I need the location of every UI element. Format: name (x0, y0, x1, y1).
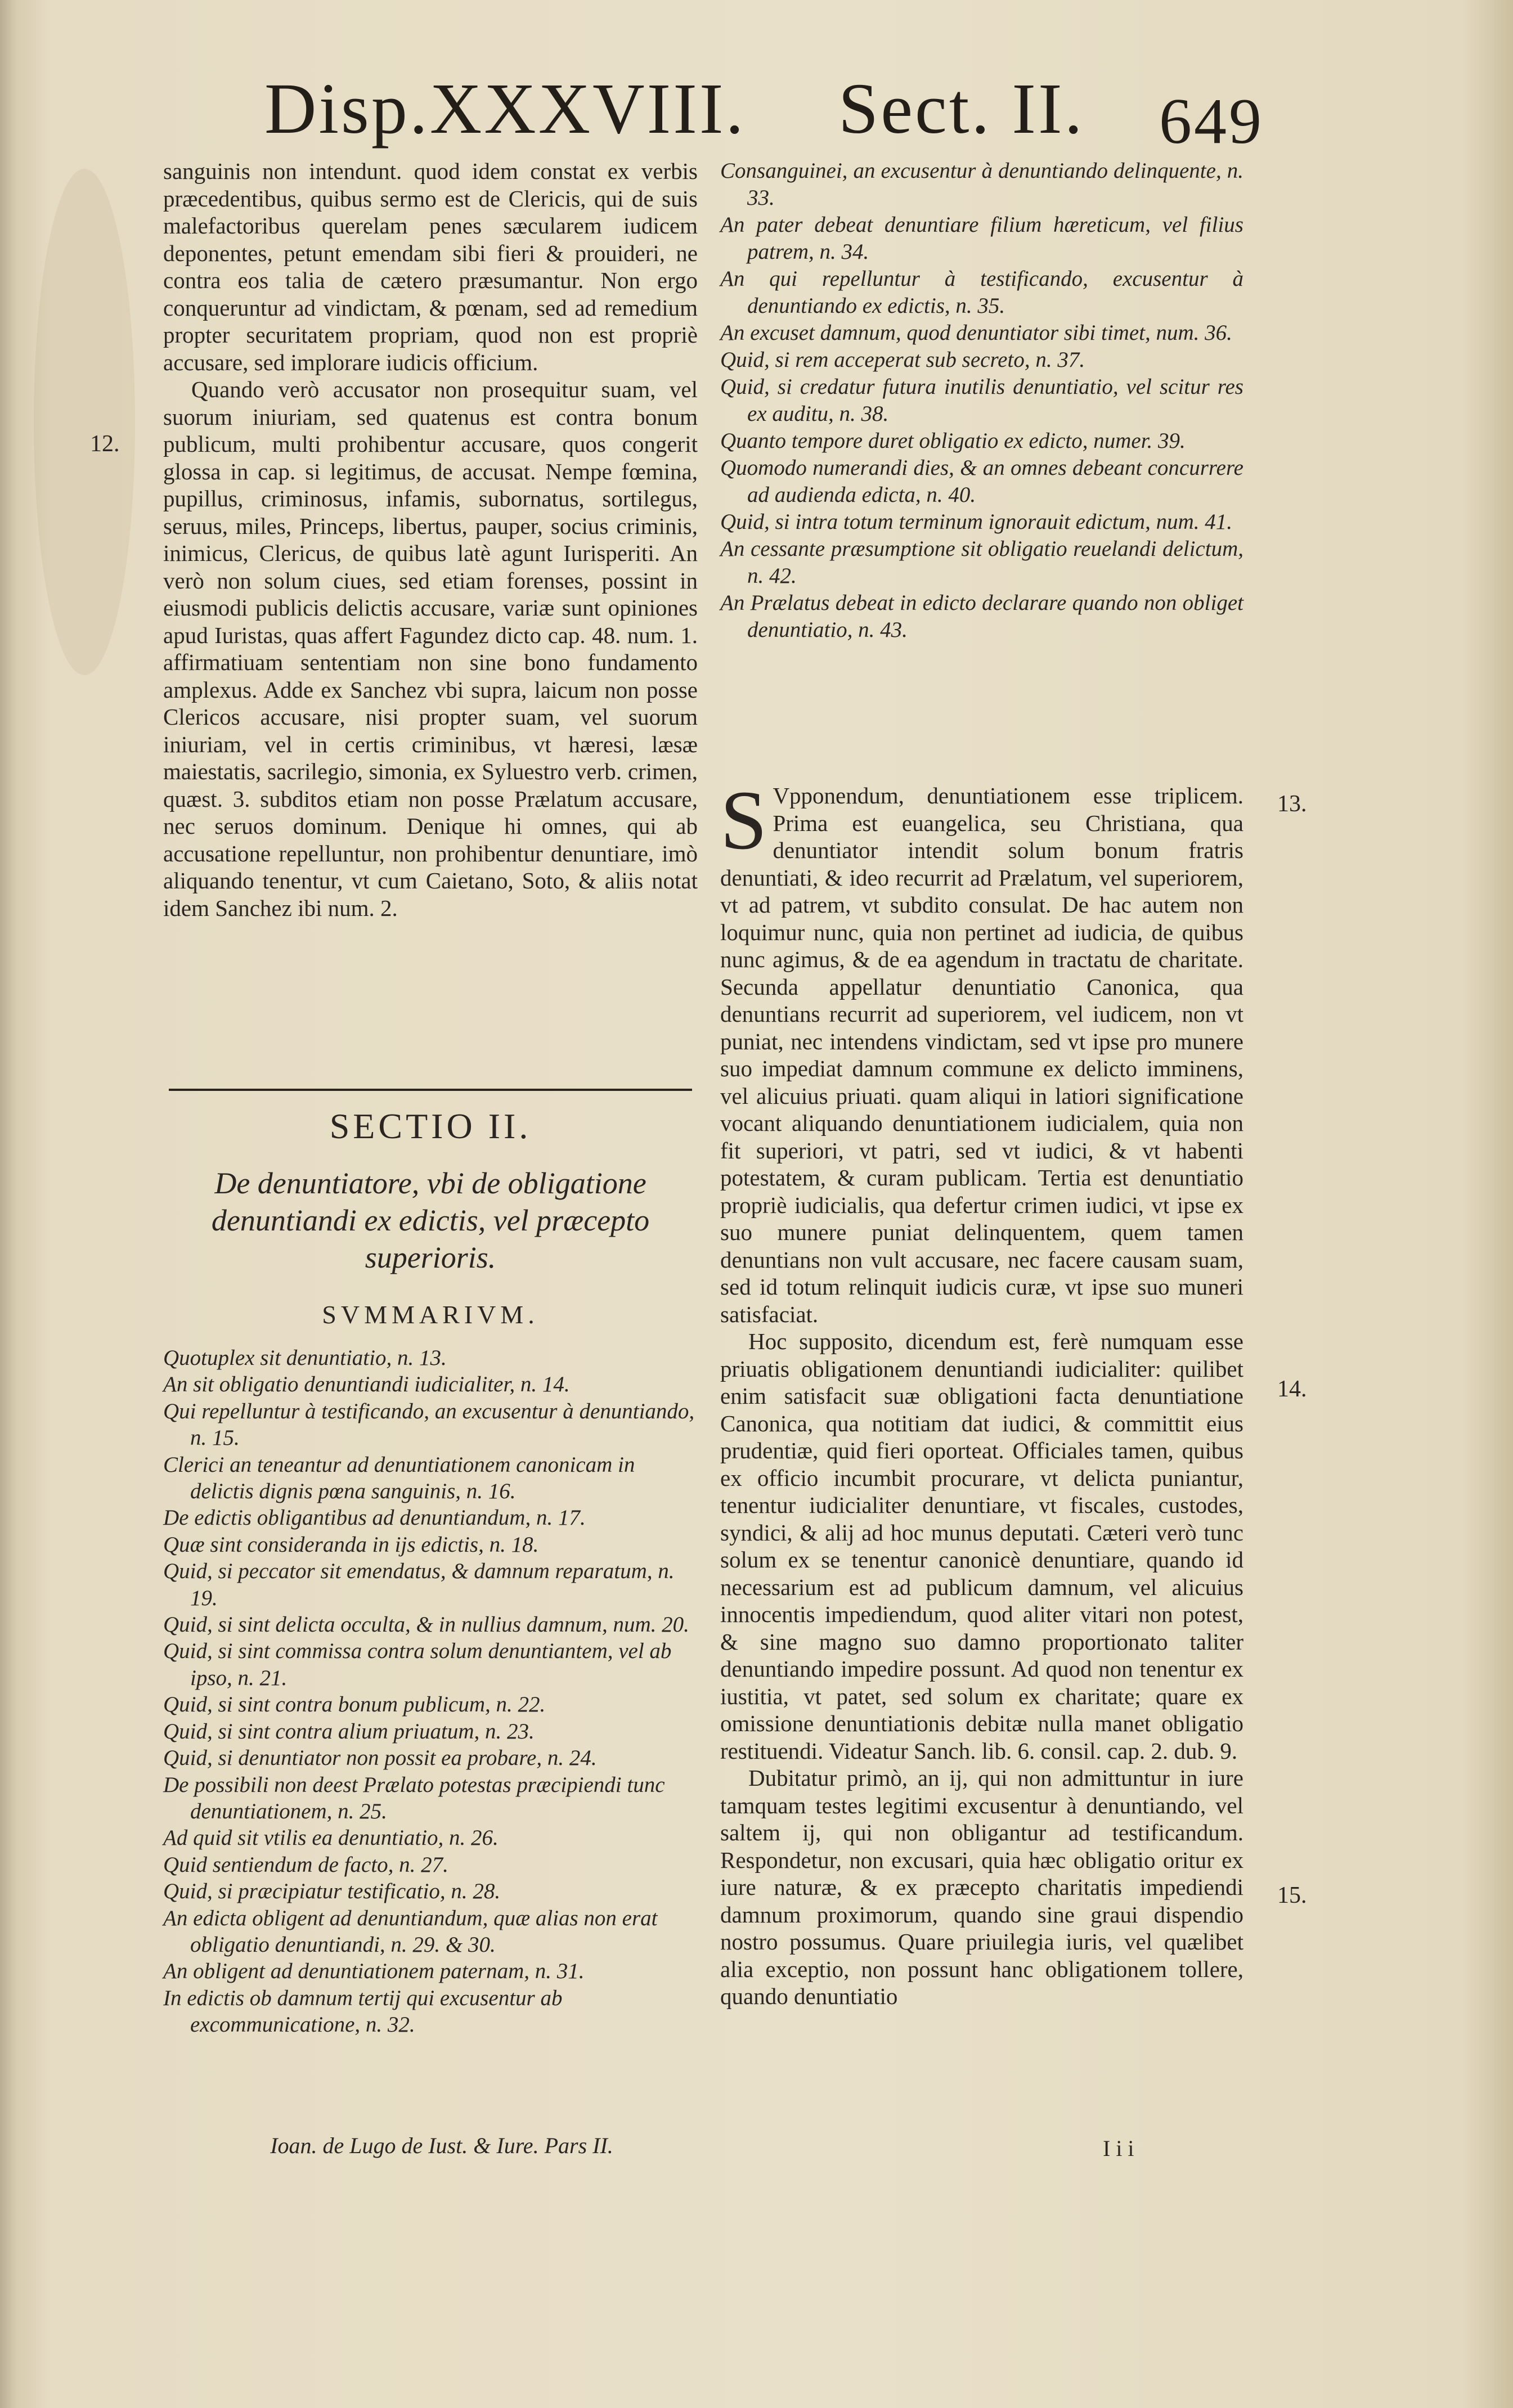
paragraph: Dubitatur primò, an ij, qui non admittuntur in iure tamquam testes legitimi excusentur à denuntiando, vel saltem ij, qui non obligantur ad testificandum. Respondetur, non excusari, quia hæc obligatio oritur ex iure naturæ, & ex præcepto charitatis impediendi damnum proximorum, quando sine graui dispendio nostro possumus. Quare priuilegia iuris, vel quælibet alia exceptio, non possunt hanc obligationem tollere, quando denuntiatio (720, 1765, 1243, 2009)
summary-entry: Quid, si præcipiatur testificatio, n. 28. (163, 1879, 501, 1904)
summary-entry: An pater debeat denuntiare filium hæreticum, vel filius patrem, n. 34. (720, 213, 1243, 264)
signature-mark: I i i (1103, 2136, 1134, 2161)
drop-cap: S (720, 774, 767, 867)
summary-entry: De edictis obligantibus ad denuntiandum, n. 17. (163, 1506, 586, 1530)
summary-entry: Qui repelluntur à testificando, an excusentur à denuntiando, n. 15. (163, 1399, 695, 1450)
right-column-text (720, 774, 1243, 2010)
summary-entry: Quid, si rem acceperat sub secreto, n. 37. (720, 348, 1085, 372)
summary-entry: De possibili non deest Prælato potestas præcipiendi tunc denuntiationem, n. 25. (163, 1772, 665, 1823)
summary-entry: Quid, si peccator sit emendatus, & damnum reparatum, n. 19. (163, 1559, 675, 1610)
paragraph: Hoc supposito, dicendum est, ferè numquam esse priuatis obligationem denuntiandi iudicialiter: quilibet enim satisfacit suæ obligationi facta denuntiatione Canonica, qua notitiam dat iudici, & committit eius prudentiæ, quid fieri oporteat. Officiales tamen, quibus ex officio incumbit procurare, vt delicta puniantur, tenentur iudicialiter denuntiare, vt fiscales, custodes, syndici, & alij ad hoc munus deputati. Cæteri verò tunc solum ex se tenentur canonicè denuntiare, quando id necessarium est ad publicum damnum, vel alicuius innocentis impediendum, quod aliter vitari non potest, & sine magno suo damno proportionato taliter denuntiando impedire possunt. Ad quod non tenentur ex iustitia, vt patet, sed solum ex charitate; quare ex omissione denuntiationis debitæ nulla manet obligatio restituendi. Videatur Sanch. lib. 6. consil. cap. 2. dub. 9. (720, 1328, 1243, 1764)
summary-entry: An obligent ad denuntiationem paternam, n. 31. (163, 1959, 585, 1984)
summary-entry: Quid, si sint contra bonum publicum, n. 22. (163, 1692, 546, 1717)
summary-entry: Quid, si credatur futura inutilis denuntiatio, vel scitur res ex auditu, n. 38. (720, 375, 1243, 426)
paragraph: Quando verò accusator non prosequitur suam, vel suorum iniuriam, sed quatenus est contra bonum publicum, multi prohibentur accusare, quos congerit glossa in cap. si legitimus, de accusat. Nempe fœmina, pupillus, criminosus, infamis, subornatus, sortilegus, seruus, miles, Princeps, libertus, pauper, socius criminis, inimicus, Clericus, de quibus latè agunt Iurisperiti. An verò non solum ciues, sed etiam forenses, possint in eiusmodi publicis delictis accusare, variæ sunt opiniones apud Iuristas, quas affert Fagundez dicto cap. 48. num. 1. affirmatiuam sententiam non sine bono fundamento amplexus. Adde ex Sanchez vbi supra, laicum non posse Clericos accusare, nisi propter suam, vel suorum iniuriam, vel in certis criminibus, vt hæresi, læsæ maiestatis, sacrilegio, simonia, ex Syluestro verb. crimen, quæst. 3. subditos etiam non posse Prælatum accusare, nec seruos dominum. Denique hi omnes, qui ab accusatione repelluntur, non prohibentur denuntiare, imò aliquando tenentur, vt cum Caietano, Soto, & aliis notat idem Sanchez ibi num. 2. (163, 376, 698, 921)
summary-heading: SVMMARIVM. (322, 1300, 539, 1329)
summary-entry: An cessante præsumptione sit obligatio reuelandi delictum, n. 42. (720, 537, 1243, 588)
section-divider (169, 1089, 692, 1091)
section-subtitle: De denuntiatore, vbi de obligatione denuntiandi ex edictis, vel præcepto superioris. (211, 1166, 650, 1274)
summary-entry: An sit obligatio denuntiandi iudicialiter, n. 14. (163, 1372, 570, 1397)
summary-continuation (720, 158, 1243, 644)
summary-entry: Quotuplex sit denuntiatio, n. 13. (163, 1346, 447, 1370)
summary-entry: Quid, si sint delicta occulta, & in nullius damnum, num. 20. (163, 1612, 689, 1637)
running-head-section: Sect. II. (838, 69, 1085, 149)
summary-entry: Quid sentiendum de facto, n. 27. (163, 1852, 448, 1877)
summary-entry: Quanto tempore duret obligatio ex edicto, numer. 39. (720, 429, 1186, 453)
summary-entry: Ad quid sit vtilis ea denuntiatio, n. 26. (163, 1826, 499, 1850)
left-column-text (163, 158, 698, 922)
paragraph: sanguinis non intendunt. quod idem constat ex verbis præcedentibus, quibus sermo est de Clericis, qui de suis malefactoribus querelam penes sæcularem iudicem deponentes, petunt emendam sibi fieri & prouideri, ne contra eos talia de cætero præsumantur. Non ergo conqueruntur ad vindictam, & pœnam, sed ad remedium propter securitatem propriam, quod non est propriè accusare, sed implorare iudicis officium. (163, 158, 698, 375)
paper-stain (34, 169, 135, 675)
summary-entry: Quid, si sint commissa contra solum denuntiantem, vel ab ipso, n. 21. (163, 1639, 672, 1690)
summary-entry: Clerici an teneantur ad denuntiationem canonicam in delictis dignis pœna sanguinis, n. 16. (163, 1452, 635, 1504)
running-head-disputation: Disp.XXXVIII. (264, 69, 746, 149)
summary-entry: Quæ sint consideranda in ijs edictis, n. 18. (163, 1532, 539, 1557)
paragraph-text: Vpponendum, denuntiationem esse triplicem. Prima est euangelica, seu Christiana, qua denuntiator intendit solum bonum fratris denuntiati, & ideo recurrit ad Prælatum, vel superiorem, vt ad patrem, vt subdito consulat. De hac autem non loquimur nunc, quia non pertinet ad iudicia, de quibus nunc agimus, & de ea agendum in tractatu de charitate. Secunda appellatur denuntiatio Canonica, qua denuntians recurrit ad superiorem, vel iudicem, non vt puniat, nec intendens vindictam, sed vt ipse pro munere suo impediat damnum commune ex delicto imminens, vel alicuius priuati. quam aliqui in latiori significatione vocant aliquando denuntiationem iudicialem, quia non fit superiori, vt patri, sed vt iudici, & vt habenti potestatem, & curam publicam. Tertia est denuntiatio propriè iudicialis, qua defertur crimen iudici, vt ipse ex suo munere puniat delinquentem, quem tamen denuntians non vult accusare, nec facere causam suam, sed id totum relinquit iudicis curæ, vt ipse suo muneri satisfaciat. (720, 783, 1243, 1327)
margin-number: 12. (90, 431, 120, 457)
summary-entry: In edictis ob damnum tertij qui excusentur ab excommunicatione, n. 32. (163, 1985, 563, 2037)
summary-entry: Quid, si denuntiator non possit ea probare, n. 24. (163, 1746, 597, 1771)
page-number: 649 (1159, 86, 1264, 158)
summary-entry: An edicta obligent ad denuntiandum, quæ alias non erat obligatio denuntiandi, n. 29. & 30. (163, 1906, 658, 1957)
margin-number: 14. (1277, 1376, 1307, 1402)
section-title: SECTIO II. (329, 1106, 532, 1146)
summary-entry: An Prælatus debeat in edicto declarare quando non obliget denuntiatio, n. 43. (720, 591, 1243, 642)
margin-number: 15. (1277, 1883, 1307, 1908)
summary-entry: Quomodo numerandi dies, & an omnes debeant concurrere ad audienda edicta, n. 40. (720, 456, 1243, 507)
summary-entry: An excuset damnum, quod denuntiator sibi timet, num. 36. (720, 321, 1232, 345)
paragraph (720, 774, 1243, 1328)
summary-entry: Quid, si sint contra alium priuatum, n. 23. (163, 1719, 535, 1744)
summary-list (163, 1345, 698, 2038)
margin-number: 13. (1277, 791, 1307, 817)
summary-entry: Consanguinei, an excusentur à denuntiando delinquente, n. 33. (720, 159, 1243, 210)
summary-entry: Quid, si intra totum terminum ignorauit edictum, num. 41. (720, 510, 1232, 534)
author-footer: Ioan. de Lugo de Iust. & Iure. Pars II. (270, 2133, 613, 2158)
summary-entry: An qui repelluntur à testificando, excusentur à denuntiando ex edictis, n. 35. (720, 267, 1243, 318)
